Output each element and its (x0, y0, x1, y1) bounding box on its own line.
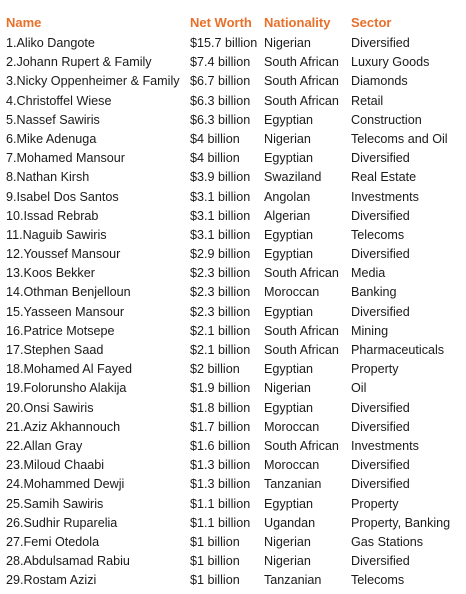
cell-nationality: Nigerian (264, 554, 311, 569)
cell-sector: Gas Stations (351, 534, 424, 549)
cell-nationality: Algerian (264, 208, 311, 223)
cell-nationality: Moroccan (264, 419, 320, 434)
cell-name: 4.Christoffel Wiese (6, 93, 112, 108)
cell-sector: Diversified (351, 247, 410, 262)
cell-net-worth: $15.7 billion (190, 36, 258, 50)
cell-nationality: South African (264, 74, 339, 89)
cell-net-worth: $1.6 billion (190, 438, 251, 453)
cell-net-worth: $2.1 billion (190, 323, 251, 338)
cell-name: 28.Abdulsamad Rabiu (6, 554, 130, 569)
table-row (0, 552, 466, 571)
table-row (0, 92, 466, 111)
cell-name: 11.Naguib Sawiris (6, 227, 107, 242)
cell-net-worth: $1.1 billion (190, 496, 251, 511)
table-row (0, 399, 466, 418)
table-row (0, 495, 466, 514)
table-row (0, 226, 466, 245)
cell-name: 17.Stephen Saad (6, 343, 104, 357)
cell-nationality: Swaziland (264, 170, 322, 185)
cell-sector: Banking (351, 285, 397, 300)
cell-net-worth: $6.7 billion (190, 74, 251, 89)
column-header-net-worth: Net Worth (190, 15, 252, 30)
cell-name: 16.Patrice Motsepe (6, 323, 115, 338)
cell-nationality: Egyptian (264, 362, 314, 377)
cell-sector: Media (351, 266, 386, 281)
cell-sector: Property, Banking (351, 515, 451, 530)
cell-name: 12.Youssef Mansour (6, 247, 121, 262)
cell-nationality: Egyptian (264, 112, 314, 127)
cell-name: 27.Femi Otedola (6, 534, 100, 549)
cell-sector: Luxury Goods (351, 55, 430, 70)
table-row (0, 149, 466, 168)
cell-name: 5.Nassef Sawiris (6, 112, 100, 127)
cell-net-worth: $2.3 billion (190, 285, 251, 300)
cell-nationality: Egyptian (264, 247, 314, 262)
column-header-sector: Sector (351, 15, 392, 30)
table-row (0, 111, 466, 130)
cell-sector: Telecoms (351, 573, 405, 588)
cell-net-worth: $1 billion (190, 573, 240, 588)
cell-sector: Property (351, 362, 399, 377)
cell-nationality: Egyptian (264, 227, 314, 242)
cell-name: 26.Sudhir Ruparelia (6, 515, 118, 530)
cell-name: 2.Johann Rupert & Family (6, 55, 152, 70)
cell-net-worth: $2 billion (190, 362, 240, 377)
cell-sector: Diversified (351, 151, 410, 166)
cell-sector: Investments (351, 189, 419, 204)
cell-sector: Diversified (351, 419, 410, 434)
cell-nationality: South African (264, 323, 339, 338)
table-row (0, 360, 466, 379)
cell-net-worth: $4 billion (190, 131, 240, 146)
cell-net-worth: $2.3 billion (190, 304, 251, 319)
cell-nationality: Egyptian (264, 496, 314, 511)
cell-nationality: South African (264, 266, 339, 281)
cell-sector: Diversified (351, 400, 410, 415)
cell-sector: Diversified (351, 477, 410, 492)
cell-nationality: Nigerian (264, 131, 311, 146)
cell-name: 18.Mohamed Al Fayed (6, 362, 133, 377)
table-row (0, 245, 466, 264)
cell-nationality: Moroccan (264, 285, 320, 300)
table-body (0, 34, 466, 590)
cell-name: 20.Onsi Sawiris (6, 400, 94, 415)
column-header-name: Name (6, 15, 42, 30)
table-row (0, 130, 466, 149)
table-row (0, 456, 466, 475)
cell-net-worth: $3.9 billion (190, 170, 251, 185)
cell-sector: Oil (351, 381, 367, 396)
cell-net-worth: $1.3 billion (190, 458, 251, 473)
table-row (0, 264, 466, 283)
cell-nationality: Moroccan (264, 458, 320, 473)
cell-sector: Telecoms (351, 227, 405, 242)
cell-nationality: Nigerian (264, 534, 311, 549)
table-row (0, 322, 466, 341)
table-row (0, 571, 466, 590)
cell-net-worth: $1.7 billion (190, 419, 251, 434)
cell-net-worth: $1 billion (190, 554, 240, 569)
cell-name: 13.Koos Bekker (6, 266, 95, 281)
table-row (0, 188, 466, 207)
cell-nationality: Tanzanian (264, 573, 322, 588)
cell-net-worth: $6.3 billion (190, 112, 251, 127)
cell-name: 6.Mike Adenuga (6, 131, 97, 146)
cell-sector: Diversified (351, 208, 410, 223)
table-row (0, 34, 466, 53)
cell-sector: Diversified (351, 36, 410, 50)
cell-sector: Diamonds (351, 74, 408, 89)
cell-sector: Pharmaceuticals (351, 343, 445, 357)
cell-name: 21.Aziz Akhannouch (6, 419, 121, 434)
table-row (0, 341, 466, 360)
table-header-row (0, 14, 466, 34)
cell-name: 10.Issad Rebrab (6, 208, 99, 223)
table-row (0, 418, 466, 437)
cell-name: 22.Allan Gray (6, 438, 83, 453)
cell-sector: Investments (351, 438, 419, 453)
cell-nationality: South African (264, 343, 339, 357)
table-row (0, 533, 466, 552)
cell-nationality: Ugandan (264, 515, 316, 530)
cell-name: 19.Folorunsho Alakija (6, 381, 127, 396)
cell-net-worth: $2.9 billion (190, 247, 251, 262)
cell-name: 24.Mohammed Dewji (6, 477, 125, 492)
table-row (0, 53, 466, 72)
cell-name: 9.Isabel Dos Santos (6, 189, 119, 204)
cell-sector: Real Estate (351, 170, 417, 185)
cell-nationality: Egyptian (264, 304, 314, 319)
cell-net-worth: $1.1 billion (190, 515, 251, 530)
table-row (0, 72, 466, 91)
cell-name: 7.Mohamed Mansour (6, 151, 126, 166)
cell-net-worth: $1 billion (190, 534, 240, 549)
table-row (0, 437, 466, 456)
column-header-nationality: Nationality (264, 15, 331, 30)
cell-name: 25.Samih Sawiris (6, 496, 104, 511)
cell-nationality: Angolan (264, 189, 311, 204)
cell-nationality: South African (264, 438, 339, 453)
cell-net-worth: $7.4 billion (190, 55, 251, 70)
cell-nationality: South African (264, 93, 339, 108)
cell-net-worth: $1.8 billion (190, 400, 251, 415)
cell-sector: Telecoms and Oil (351, 131, 448, 146)
cell-sector: Mining (351, 323, 389, 338)
cell-nationality: Egyptian (264, 400, 314, 415)
cell-sector: Diversified (351, 458, 410, 473)
cell-net-worth: $6.3 billion (190, 93, 251, 108)
cell-name: 1.Aliko Dangote (6, 36, 95, 50)
table-row (0, 168, 466, 187)
cell-name: 29.Rostam Azizi (6, 573, 97, 588)
cell-name: 23.Miloud Chaabi (6, 458, 105, 473)
cell-name: 3.Nicky Oppenheimer & Family (6, 74, 180, 89)
cell-sector: Construction (351, 112, 422, 127)
cell-nationality: South African (264, 55, 339, 70)
cell-net-worth: $1.9 billion (190, 381, 251, 396)
table-row (0, 207, 466, 226)
table-row (0, 283, 466, 302)
table-row (0, 514, 466, 533)
cell-net-worth: $4 billion (190, 151, 240, 166)
cell-nationality: Nigerian (264, 381, 311, 396)
cell-nationality: Egyptian (264, 151, 314, 166)
table-row (0, 379, 466, 398)
cell-sector: Diversified (351, 554, 410, 569)
cell-net-worth: $3.1 billion (190, 227, 251, 242)
cell-name: 15.Yasseen Mansour (6, 304, 125, 319)
table-row (0, 303, 466, 322)
cell-net-worth: $3.1 billion (190, 189, 251, 204)
cell-net-worth: $2.1 billion (190, 343, 251, 357)
cell-nationality: Tanzanian (264, 477, 322, 492)
cell-sector: Retail (351, 93, 384, 108)
cell-net-worth: $3.1 billion (190, 208, 251, 223)
cell-name: 8.Nathan Kirsh (6, 170, 90, 185)
cell-net-worth: $1.3 billion (190, 477, 251, 492)
cell-net-worth: $2.3 billion (190, 266, 251, 281)
cell-nationality: Nigerian (264, 36, 311, 50)
table-row (0, 475, 466, 494)
cell-name: 14.Othman Benjelloun (6, 285, 131, 300)
cell-sector: Diversified (351, 304, 410, 319)
cell-sector: Property (351, 496, 399, 511)
